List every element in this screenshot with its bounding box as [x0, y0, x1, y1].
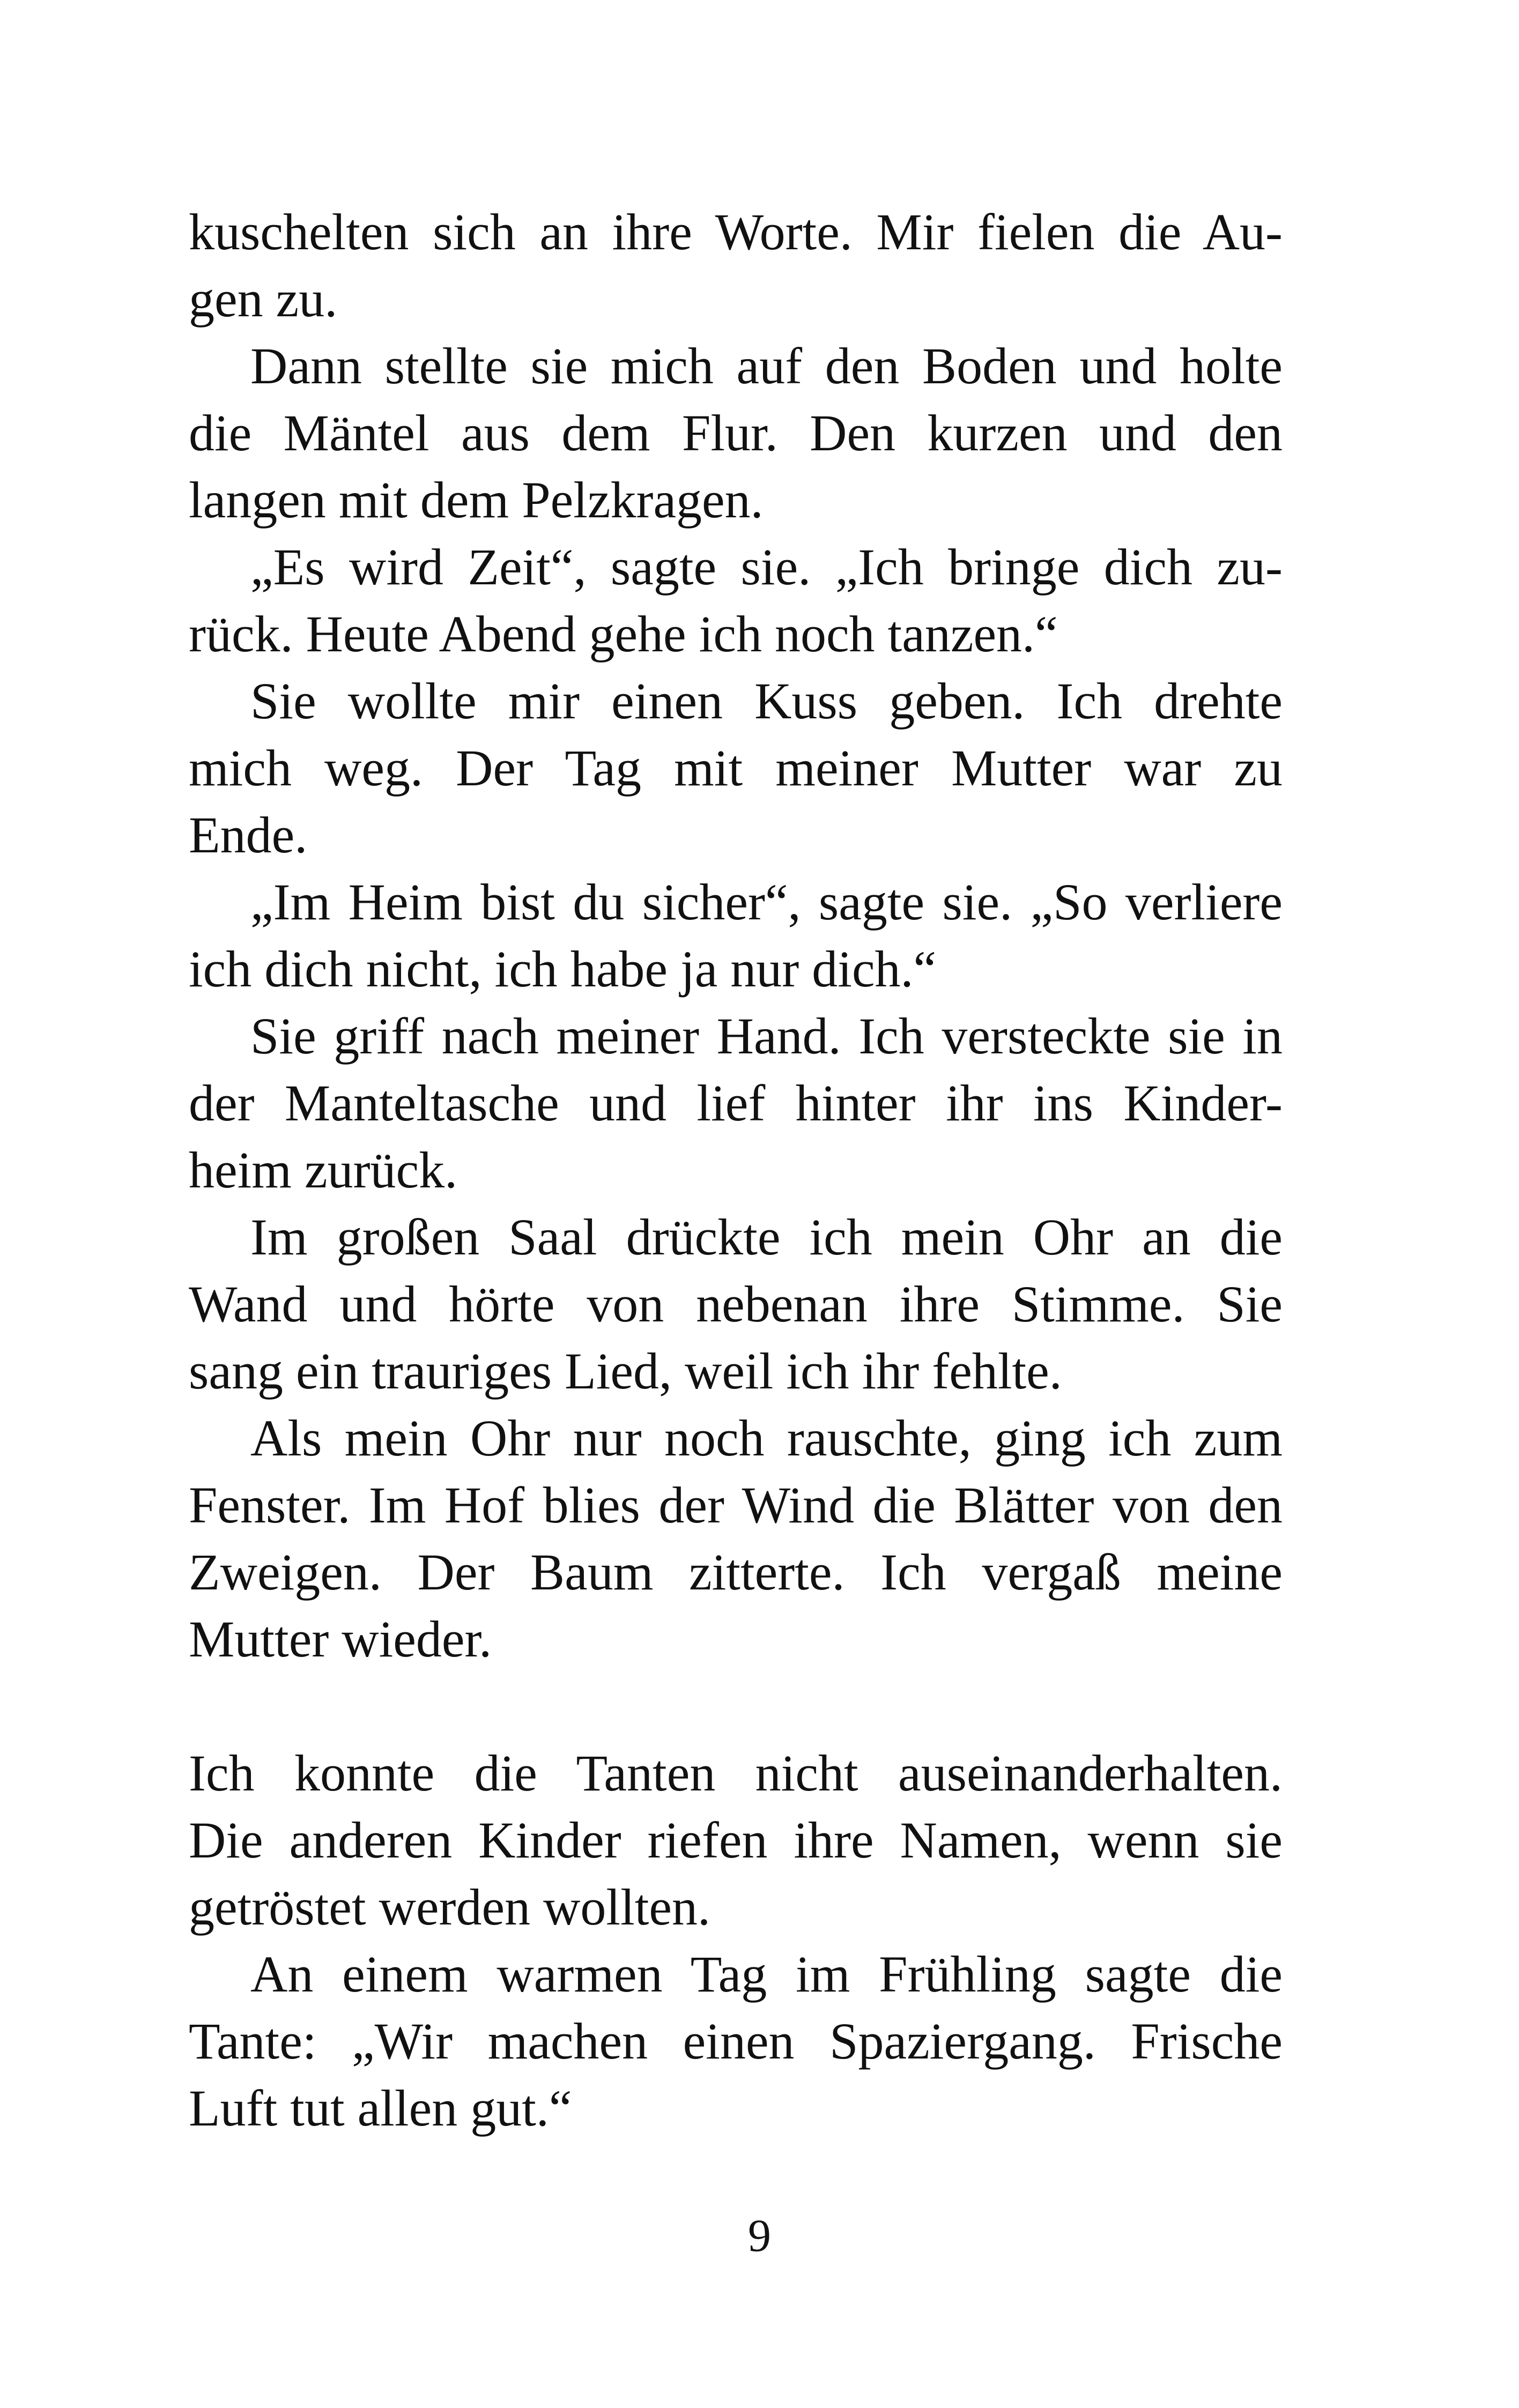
text-line: „Im Heim bist du sicher“, sagte sie. „So verliere	[250, 873, 1283, 931]
text-line: ich dich nicht, ich habe ja nur dich.“	[189, 940, 937, 998]
text-line: Ende.	[189, 806, 308, 864]
text-line: Als mein Ohr nur noch rauschte, ging ich zum	[250, 1409, 1283, 1467]
text-line: der Manteltasche und lief hinter ihr ins Kinder-	[189, 1074, 1283, 1132]
text-line: langen mit dem Pelzkragen.	[189, 471, 764, 529]
text-line: Tante: „Wir machen einen Spaziergang. Frische	[189, 2012, 1283, 2070]
text-line: die Mäntel aus dem Flur. Den kurzen und den	[189, 404, 1283, 462]
text-line: Mutter wieder.	[189, 1610, 492, 1668]
text-line: Im großen Saal drückte ich mein Ohr an die	[250, 1208, 1283, 1266]
text-line: kuschelten sich an ihre Worte. Mir fielen die Au-	[189, 203, 1283, 261]
text-line: Dann stellte sie mich auf den Boden und holte	[250, 337, 1283, 395]
text-line: An einem warmen Tag im Frühling sagte die	[250, 1945, 1283, 2003]
text-line: „Es wird Zeit“, sagte sie. „Ich bringe dich zu-	[250, 538, 1283, 596]
text-line: Die anderen Kinder riefen ihre Namen, wenn sie	[189, 1811, 1283, 1869]
text-line: getröstet werden wollten.	[189, 1878, 711, 1936]
text-line: Fenster. Im Hof blies der Wind die Blätter von den	[189, 1476, 1283, 1534]
text-line: rück. Heute Abend gehe ich noch tanzen.“	[189, 605, 1058, 663]
text-line: Wand und hörte von nebenan ihre Stimme. Sie	[189, 1275, 1283, 1333]
text-line: heim zurück.	[189, 1141, 458, 1199]
text-line: gen zu.	[189, 270, 338, 328]
text-line: Luft tut allen gut.“	[189, 2079, 572, 2137]
text-line: Sie wollte mir einen Kuss geben. Ich drehte	[250, 672, 1283, 730]
text-line: Zweigen. Der Baum zitterte. Ich vergaß meine	[189, 1543, 1283, 1601]
text-line: sang ein trauriges Lied, weil ich ihr fehlte.	[189, 1342, 1062, 1400]
page-number: 9	[748, 2210, 771, 2261]
text-line: Sie griff nach meiner Hand. Ich versteckte sie in	[250, 1007, 1283, 1065]
text-line: mich weg. Der Tag mit meiner Mutter war zu	[189, 739, 1283, 797]
text-line: Ich konnte die Tanten nicht auseinanderhalten.	[189, 1744, 1283, 1802]
